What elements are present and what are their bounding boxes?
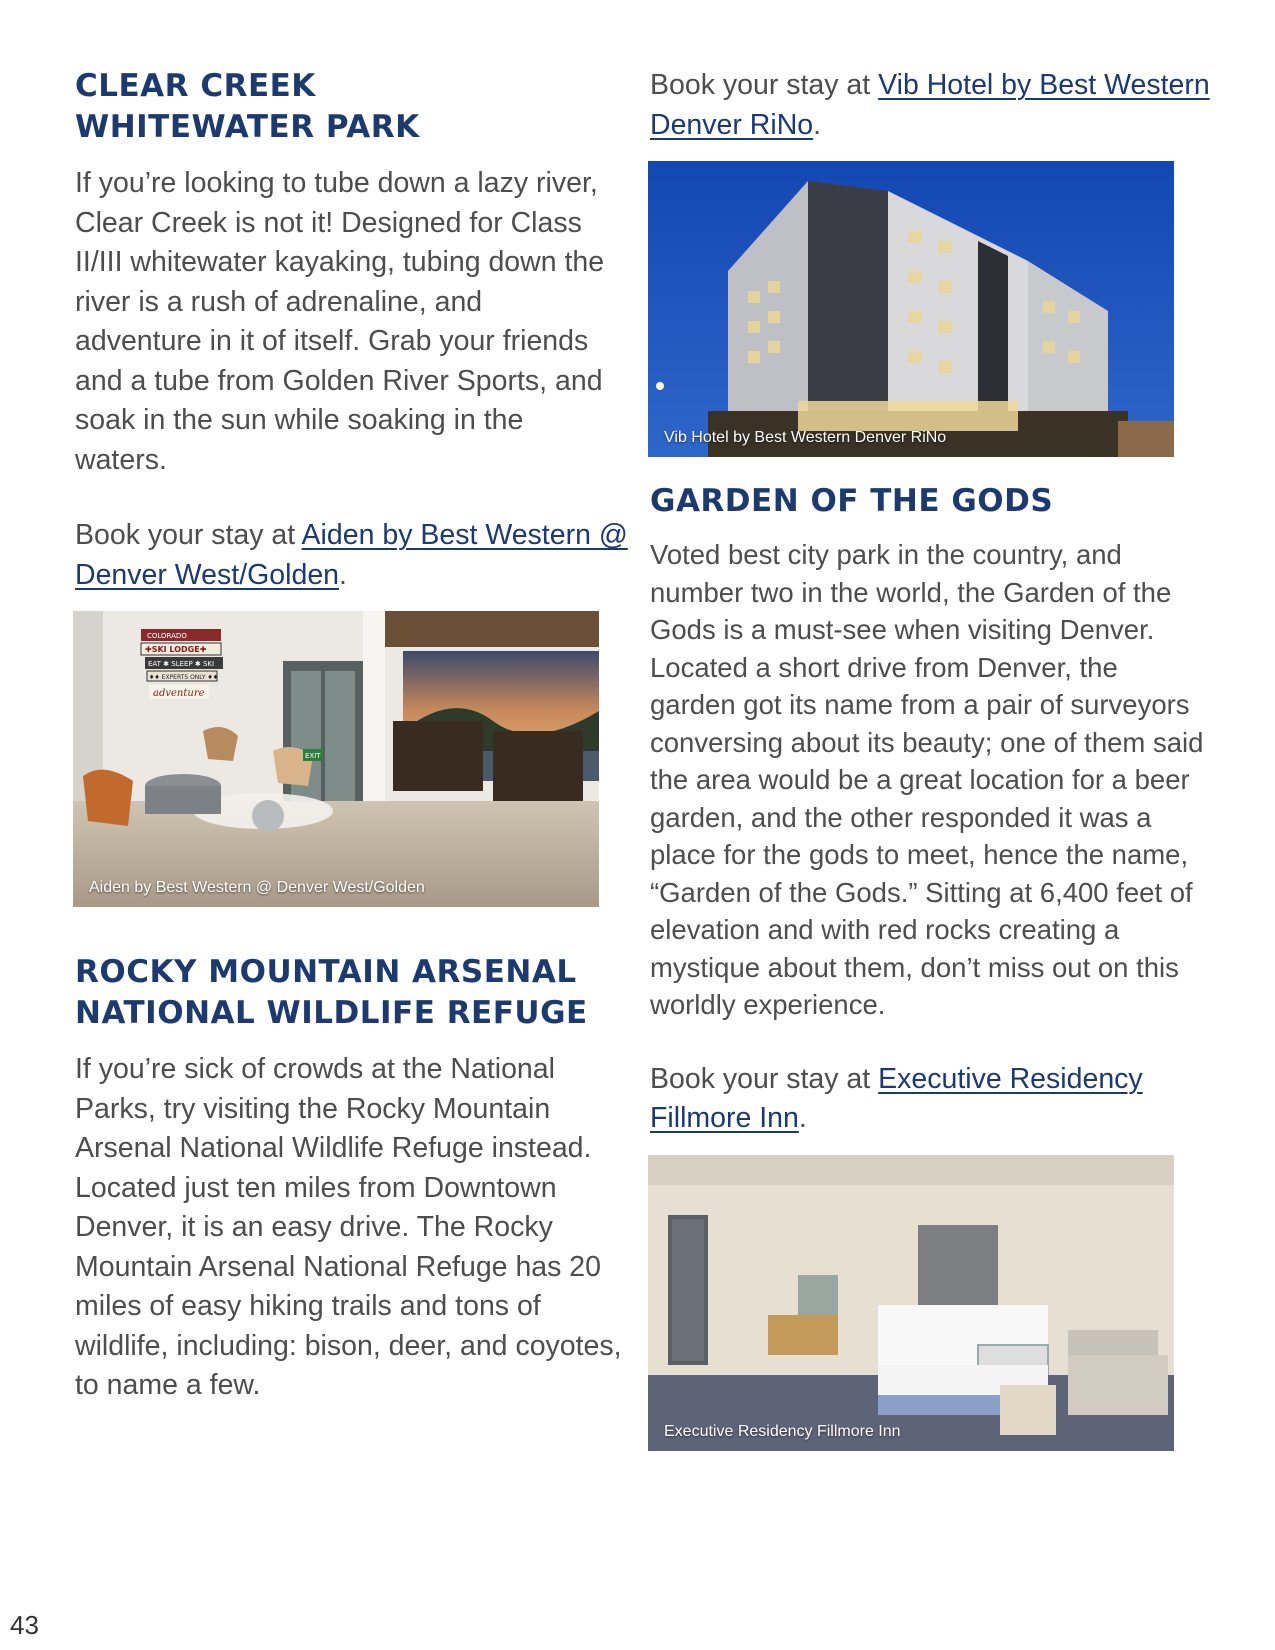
page-number: 43 [10,1610,39,1640]
sign-eat-sleep-ski: EAT ✱ SLEEP ✱ SKI [148,660,215,668]
book-prefix: Book your stay at [650,1062,879,1095]
sign-experts-only: ♦♦ EXPERTS ONLY ♦♦ [149,674,219,681]
fillmore-photo-caption: Executive Residency Fillmore Inn [664,1422,901,1440]
sign-colorado: COLORADO [147,632,187,640]
aiden-hotel-link[interactable]: Aiden by Best Western @ Denver West/Golden [75,519,628,591]
fillmore-room-photo [648,1155,1174,1451]
rocky-mountain-heading-line1: ROCKY MOUNTAIN ARSENAL [75,954,577,990]
vib-hotel-illustration [648,161,1174,457]
garden-of-gods-body: Voted best city park in the country, and number two in the world, the Garden of the Gods is a must-see when visiting Denver. Located a short drive from Denver, the garden got its name from a pair of surveyors conversing about its beauty; one of them said the area would be a great location for a beer garden, and the other responded it was a place for the gods to meet, hence the name, “Garden of the Gods.” Sitting at 6,400 feet of elevation and with red rocks creating a mystique about them, don’t miss out on this worldly experience. [650,539,1204,1020]
vib-photo-caption: Vib Hotel by Best Western Denver RiNo [664,429,947,446]
exit-sign: EXIT [305,752,321,760]
clear-creek-heading-line1: CLEAR CREEK [75,68,316,104]
book-prefix: Book your stay at [75,519,302,551]
clear-creek-book-line [75,516,630,595]
sign-ski-lodge: ✚SKI LODGE✚ [145,645,207,654]
rocky-mountain-heading-line2: NATIONAL WILDLIFE REFUGE [75,995,588,1031]
book-prefix: Book your stay at [650,69,879,101]
aiden-photo-caption: Aiden by Best Western @ Denver West/Golden [89,879,425,896]
garden-of-gods-heading: GARDEN OF THE GODS [650,483,1054,519]
fillmore-book-line [650,1060,1210,1139]
aiden-lobby-illustration [73,611,599,907]
vib-hotel-photo [648,161,1174,457]
book-suffix: . [798,1102,807,1134]
rocky-mountain-heading [75,952,630,1034]
book-suffix: . [813,108,822,141]
aiden-lobby-photo [73,611,599,907]
fillmore-inn-link[interactable]: Executive Residency Fillmore Inn [650,1062,1143,1134]
rocky-mountain-body: If you’re sick of crowds at the National Parks, try visiting the Rocky Mountain Arsenal National Wildlife Refuge instead. Located just ten miles from Downtown Denver, it is an easy drive. The Rocky Mountain Arsenal National Refuge has 20 miles of easy hiking trails and tons of wildlife, including: bison, deer, and coyotes, to name a few. [75,1053,622,1401]
sign-adventure: adventure [153,688,205,699]
right-column [650,66,1210,1451]
fillmore-room-illustration [648,1155,1174,1451]
left-column [75,66,630,1406]
clear-creek-heading [75,66,630,148]
vib-book-line [650,66,1210,145]
vib-hotel-link[interactable]: Vib Hotel by Best Western Denver RiNo [650,69,1210,141]
book-suffix: . [339,558,347,591]
clear-creek-heading-line2: WHITEWATER PARK [75,109,420,145]
clear-creek-body: If you’re looking to tube down a lazy river, Clear Creek is not it! Designed for Class II/III whitewater kayaking, tubing down the river is a rush of adrenaline, and adventure in it of itself. Grab your friends and a tube from Golden River Sports, and soak in the sun while soaking in the waters. [75,167,605,476]
